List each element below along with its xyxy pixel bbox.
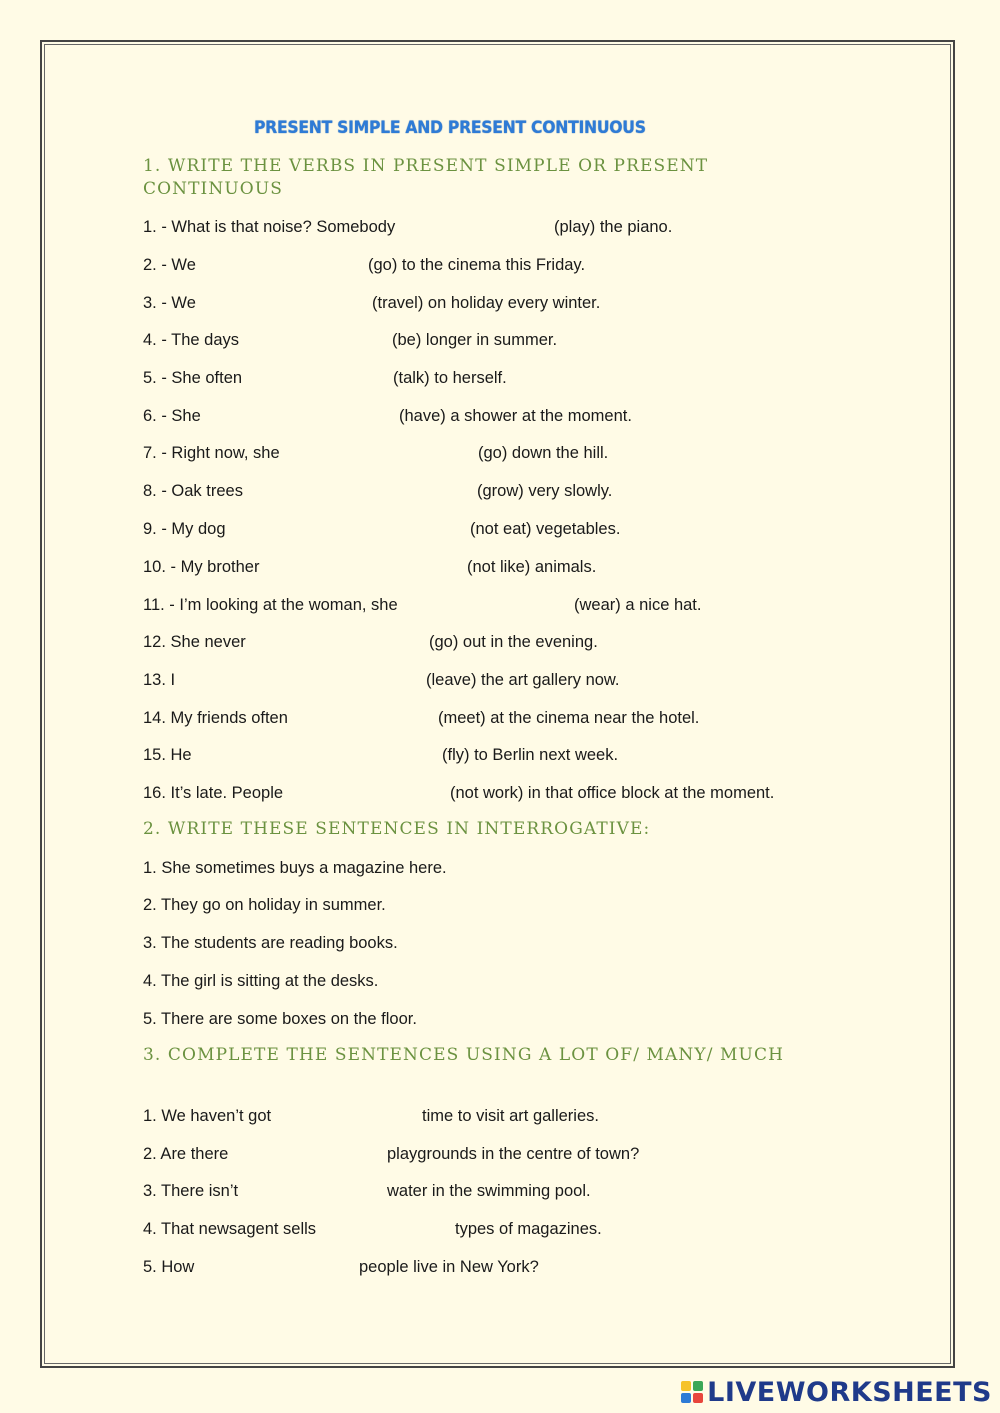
exercise-3-item-2-end: playgrounds in the centre of town? xyxy=(387,1145,640,1163)
exercise-1-item-5-start: 5. - She often xyxy=(143,369,243,387)
exercise-3-item-3-end: water in the swimming pool. xyxy=(387,1182,591,1200)
exercise-1-item-15-start: 15. He xyxy=(143,746,192,764)
exercise-1-item-13-end: (leave) the art gallery now. xyxy=(426,671,620,689)
exercise-1-item-3-end: (travel) on holiday every winter. xyxy=(372,294,601,312)
exercise-1-item-13-start: 13. I xyxy=(143,671,176,689)
exercise-1-item-15-end: (fly) to Berlin next week. xyxy=(442,746,619,764)
exercise-1-item-16-end: (not work) in that office block at the moment. xyxy=(450,784,775,802)
section-2-heading: 2. WRITE THESE SENTENCES IN INTERROGATIVE: xyxy=(143,819,651,839)
exercise-1-item-16-start: 16. It’s late. People xyxy=(143,784,284,802)
exercise-2-item-4: 4. The girl is sitting at the desks. xyxy=(143,972,379,990)
exercise-1-item-9-end: (not eat) vegetables. xyxy=(470,520,621,538)
exercise-1-item-4-start: 4. - The days xyxy=(143,331,239,349)
exercise-1-item-10-end: (not like) animals. xyxy=(467,558,597,576)
exercise-2-item-3: 3. The students are reading books. xyxy=(143,934,398,952)
exercise-1-item-2-start: 2. - We xyxy=(143,256,196,274)
exercise-3-item-1-end: time to visit art galleries. xyxy=(422,1107,599,1125)
liveworksheets-logo-text: LIVEWORKSHEETS xyxy=(707,1376,992,1408)
exercise-1-item-8-end: (grow) very slowly. xyxy=(477,482,613,500)
exercise-1-item-9-start: 9. - My dog xyxy=(143,520,226,538)
exercise-1-item-14-end: (meet) at the cinema near the hotel. xyxy=(438,709,700,727)
exercise-3-item-4-start: 4. That newsagent sells xyxy=(143,1220,317,1238)
exercise-1-item-7-end: (go) down the hill. xyxy=(478,444,609,462)
exercise-1-item-5-end: (talk) to herself. xyxy=(393,369,507,387)
exercise-1-item-14-start: 14. My friends often xyxy=(143,709,288,727)
exercise-1-item-1-start: 1. - What is that noise? Somebody xyxy=(143,218,396,236)
exercise-1-item-1-end: (play) the piano. xyxy=(554,218,673,236)
exercise-1-item-3-start: 3. - We xyxy=(143,294,196,312)
section-3-heading: 3. COMPLETE THE SENTENCES USING A LOT OF/ MANY/ MUCH xyxy=(143,1045,785,1065)
exercise-3-item-4-end: types of magazines. xyxy=(455,1220,602,1238)
page-border-inner xyxy=(44,44,951,1364)
exercise-1-item-12-start: 12. She never xyxy=(143,633,246,651)
liveworksheets-logo-icon xyxy=(681,1381,703,1403)
exercise-1-item-2-end: (go) to the cinema this Friday. xyxy=(368,256,586,274)
exercise-1-item-11-end: (wear) a nice hat. xyxy=(574,596,702,614)
exercise-1-item-11-start: 11. - I’m looking at the woman, she xyxy=(143,596,398,614)
worksheet-title: PRESENT SIMPLE AND PRESENT CONTINUOUS xyxy=(254,118,646,138)
exercise-3-item-1-start: 1. We haven’t got xyxy=(143,1107,272,1125)
exercise-1-item-8-start: 8. - Oak trees xyxy=(143,482,243,500)
section-1-heading: 1. WRITE THE VERBS IN PRESENT SIMPLE OR PRESENT CONTINUOUS xyxy=(143,156,709,199)
exercise-2-item-1: 1. She sometimes buys a magazine here. xyxy=(143,859,447,877)
exercise-3-item-3-start: 3. There isn’t xyxy=(143,1182,239,1200)
exercise-2-item-5: 5. There are some boxes on the floor. xyxy=(143,1010,417,1028)
exercise-3-item-5-start: 5. How xyxy=(143,1258,195,1276)
exercise-2-item-2: 2. They go on holiday in summer. xyxy=(143,896,386,914)
liveworksheets-logo[interactable] xyxy=(681,1375,992,1409)
exercise-3-item-2-start: 2. Are there xyxy=(143,1145,229,1163)
exercise-3-item-5-end: people live in New York? xyxy=(359,1258,539,1276)
exercise-1-item-6-start: 6. - She xyxy=(143,407,201,425)
exercise-1-item-10-start: 10. - My brother xyxy=(143,558,260,576)
exercise-1-item-12-end: (go) out in the evening. xyxy=(429,633,598,651)
exercise-1-item-4-end: (be) longer in summer. xyxy=(392,331,558,349)
exercise-1-item-7-start: 7. - Right now, she xyxy=(143,444,280,462)
exercise-1-item-6-end: (have) a shower at the moment. xyxy=(399,407,632,425)
